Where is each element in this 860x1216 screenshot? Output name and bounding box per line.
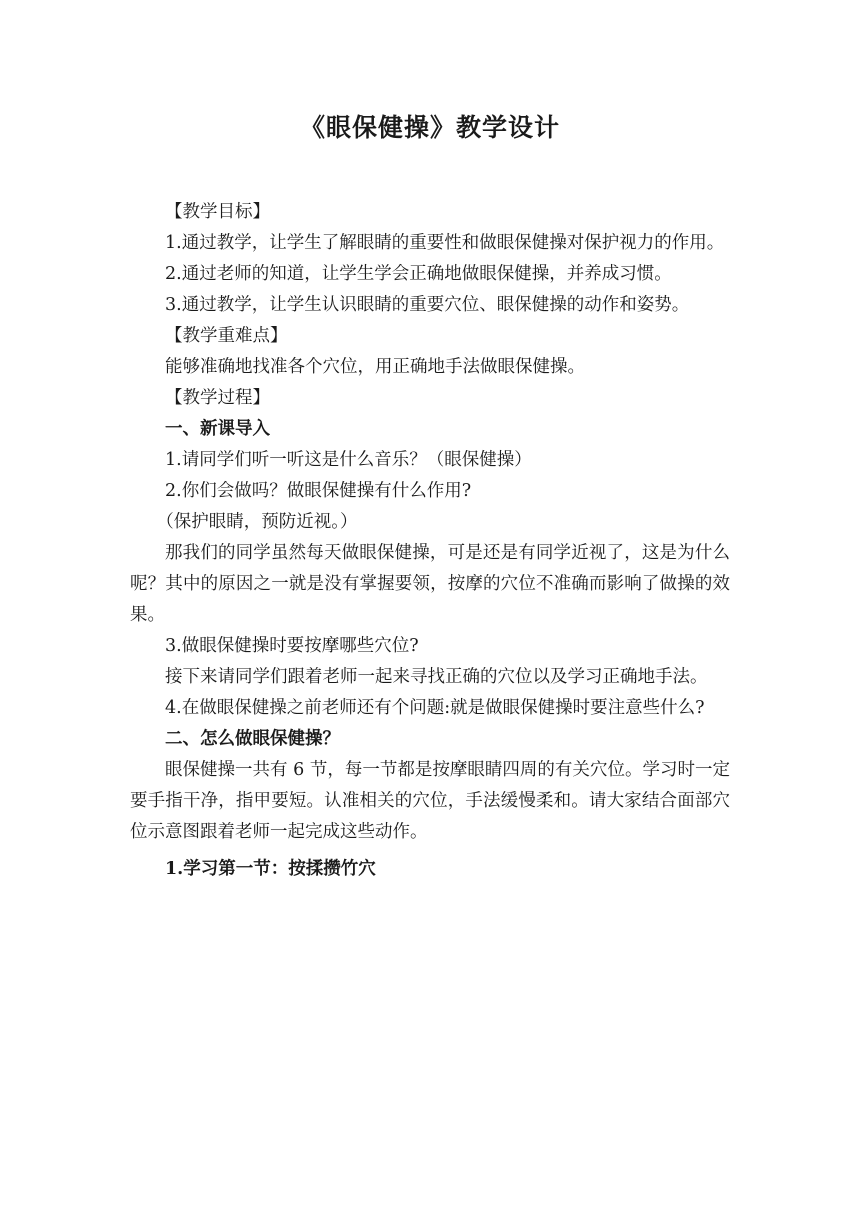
process-paragraph: 那我们的同学虽然每天做眼保健操，可是还是有同学近视了，这是为什么呢？其中的原因之一就是没有掌握要领，按摩的穴位不准确而影响了做操的效果。 (130, 543, 730, 625)
process-paragraph: （保护眼睛，预防近视。） (156, 512, 358, 532)
document-body (130, 197, 730, 885)
key-point-text: 能够准确地找准各个穴位，用正确地手法做眼保健操。 (165, 357, 585, 377)
objective-item: 2.通过老师的知道，让学生学会正确地做眼保健操，并养成习惯。 (165, 264, 672, 284)
section-heading-process: 【教学过程】 (165, 388, 270, 408)
objective-item: 1.通过教学，让学生了解眼睛的重要性和做眼保健操对保护视力的作用。 (165, 233, 725, 253)
process-paragraph: 1.请同学们听一听这是什么音乐？（眼保健操） (165, 450, 532, 470)
subheading-introduction: 一、新课导入 (165, 419, 270, 439)
section-heading-key-points: 【教学重难点】 (165, 326, 288, 346)
objective-item: 3.通过教学，让学生认识眼睛的重要穴位、眼保健操的动作和姿势。 (165, 295, 690, 315)
process-paragraph: 眼保健操一共有 6 节，每一节都是按摩眼睛四周的有关穴位。学习时一定要手指干净，指甲要短。认准相关的穴位，手法缓慢柔和。请大家结合面部穴位示意图跟着老师一起完成这些动作。 (130, 760, 730, 842)
process-paragraph: 4.在做眼保健操之前老师还有个问题:就是做眼保健操时要注意些什么? (165, 698, 705, 718)
document-title: 《眼保健操》教学设计 (299, 113, 560, 142)
process-paragraph: 接下来请同学们跟着老师一起来寻找正确的穴位以及学习正确地手法。 (165, 667, 708, 687)
section-heading-objectives: 【教学目标】 (165, 202, 270, 222)
subheading-section-one: 1.学习第一节：按揉攒竹穴 (165, 859, 376, 879)
subheading-how-to: 二、怎么做眼保健操？ (165, 729, 340, 749)
process-paragraph: 3.做眼保健操时要按摩哪些穴位? (165, 636, 419, 656)
process-paragraph: 2.你们会做吗？做眼保健操有什么作用? (165, 481, 472, 501)
